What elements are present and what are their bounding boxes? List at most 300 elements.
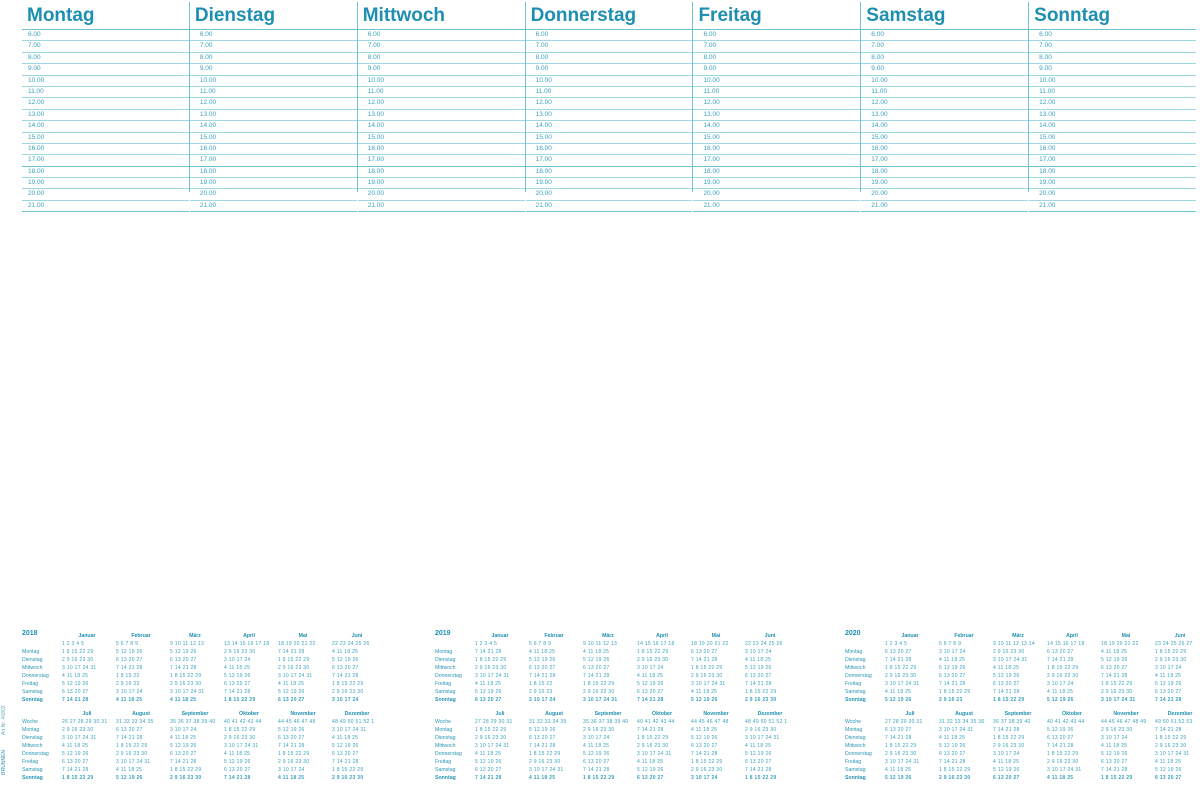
hour-slot[interactable]: 9.00 [358, 64, 525, 75]
day-numbers: 2 9 16 23 30 [745, 697, 777, 703]
day-numbers: 2 9 16 23 30 [885, 751, 917, 757]
week-numbers: 27 28 29 30 31 [885, 719, 923, 725]
day-heading: Samstag [861, 2, 1028, 30]
hour-slot[interactable]: 11.00 [861, 87, 1028, 98]
hour-slot[interactable]: 15.00 [358, 133, 525, 144]
hour-slot[interactable]: 17.00 [861, 155, 1028, 166]
hour-slot[interactable]: 8.00 [693, 53, 860, 64]
hour-slot[interactable]: 17.00 [22, 155, 189, 166]
week-numbers: 5 6 7 8 9 [939, 641, 962, 647]
day-numbers: 4 11 18 25 [1047, 775, 1074, 781]
hour-slot[interactable]: 7.00 [358, 41, 525, 52]
month-name: September [181, 711, 209, 717]
day-numbers: 7 14 21 28 [224, 689, 251, 695]
hour-slot[interactable]: 11.00 [693, 87, 860, 98]
day-numbers: 7 14 21 28 [583, 673, 610, 679]
week-numbers: 5 6 7 8 9 [116, 641, 139, 647]
weekday-labels [435, 718, 479, 782]
hour-slot[interactable]: 10.00 [526, 76, 693, 87]
day-numbers: 7 14 21 28 [993, 689, 1020, 695]
day-numbers: 7 14 21 28 [116, 665, 143, 671]
day-numbers: 4 11 18 25 [332, 735, 359, 741]
day-numbers: 2 9 16 23 30 [993, 649, 1025, 655]
day-numbers: 7 14 21 28 [939, 681, 966, 687]
hour-slot[interactable]: 8.00 [526, 53, 693, 64]
day-numbers: 6 13 20 27 [691, 743, 718, 749]
hour-slot[interactable]: 18.00 [358, 167, 525, 178]
hour-slot[interactable]: 17.00 [190, 155, 357, 166]
hour-slot[interactable]: 12.00 [693, 98, 860, 109]
hour-slot[interactable]: 13.00 [358, 110, 525, 121]
day-numbers: 6 13 20 27 [745, 673, 772, 679]
day-numbers: 4 11 18 25 [529, 649, 556, 655]
day-numbers: 2 9 16 23 30 [62, 657, 94, 663]
hour-slot[interactable]: 7.00 [526, 41, 693, 52]
week-numbers: 40 41 42 43 44 [1047, 719, 1085, 725]
day-numbers: 2 9 16 23 [939, 697, 963, 703]
hour-slot[interactable]: 6.00 [526, 30, 693, 41]
day-numbers: 7 14 21 28 [278, 649, 305, 655]
hour-slot[interactable]: 19.00 [526, 178, 693, 189]
hour-slot[interactable]: 19.00 [22, 178, 189, 189]
month-juni [332, 632, 382, 704]
day-numbers: 3 10 17 24 31 [885, 759, 920, 765]
day-numbers: 6 13 20 27 [62, 689, 89, 695]
hour-slot[interactable]: 8.00 [190, 53, 357, 64]
hour-slot[interactable]: 20.00 [1029, 189, 1196, 200]
weekday-label: Donnerstag [845, 751, 872, 757]
year-label: 2018 [22, 630, 38, 637]
week-numbers: 31 32 33 34 35 [529, 719, 567, 725]
month-name: April [656, 633, 668, 639]
hour-slot[interactable]: 18.00 [861, 167, 1028, 178]
hour-slot[interactable]: 18.00 [693, 167, 860, 178]
day-numbers: 2 9 16 23 30 [475, 665, 507, 671]
day-numbers: 7 14 21 28 [1155, 697, 1182, 703]
weekday-label: Samstag [435, 689, 456, 695]
weekday-label: Samstag [845, 767, 866, 773]
day-numbers: 1 8 15 22 29 [475, 657, 507, 663]
weekday-label: Samstag [435, 767, 456, 773]
hour-slot[interactable]: 9.00 [861, 64, 1028, 75]
hour-slot[interactable]: 6.00 [861, 30, 1028, 41]
day-numbers: 6 13 20 27 [475, 697, 502, 703]
hour-slot[interactable]: 12.00 [861, 98, 1028, 109]
hour-slot[interactable]: 16.00 [693, 144, 860, 155]
day-numbers: 5 12 19 26 [745, 665, 772, 671]
hour-slot[interactable]: 10.00 [861, 76, 1028, 87]
week-numbers: 40 41 42 43 44 [224, 719, 262, 725]
hour-slot[interactable]: 15.00 [22, 133, 189, 144]
hour-slot[interactable]: 12.00 [190, 98, 357, 109]
day-numbers: 5 12 19 26 [583, 657, 610, 663]
day-numbers: 6 13 20 27 [1047, 649, 1074, 655]
day-numbers: 2 9 16 23 30 [745, 727, 777, 733]
weekday-labels [22, 718, 66, 782]
day-numbers: 1 8 15 22 29 [332, 767, 364, 773]
day-numbers: 3 10 17 24 31 [1047, 767, 1082, 773]
day-numbers: 2 9 16 23 30 [278, 665, 310, 671]
day-numbers: 6 13 20 27 [224, 681, 251, 687]
hour-slot[interactable]: 21.00 [1029, 201, 1196, 212]
month-juli [885, 710, 935, 782]
day-numbers: 7 14 21 28 [1047, 657, 1074, 663]
day-numbers: 4 11 18 25 [116, 697, 143, 703]
weekday-label: Samstag [22, 767, 43, 773]
day-numbers: 4 11 18 25 [224, 751, 251, 757]
hour-slot[interactable]: 17.00 [1029, 155, 1196, 166]
day-numbers: 5 12 19 26 [1155, 767, 1182, 773]
weekday-label: Mittwoch [22, 743, 43, 749]
weekday-label: Samstag [22, 689, 43, 695]
week-numbers: 44 45 46 47 48 [691, 719, 729, 725]
day-numbers: 1 8 15 22 29 [745, 689, 777, 695]
month-name: Mai [298, 633, 308, 639]
month-august [116, 710, 166, 782]
day-column-sonntag [1028, 2, 1196, 209]
day-numbers: 7 14 21 28 [691, 657, 718, 663]
day-numbers: 1 8 15 22 29 [1047, 665, 1079, 671]
day-heading: Donnerstag [526, 2, 693, 30]
day-numbers: 6 13 20 27 [1047, 735, 1074, 741]
hour-slot[interactable]: 7.00 [22, 41, 189, 52]
hour-slot[interactable]: 20.00 [22, 189, 189, 200]
month-name: Juli [495, 711, 505, 717]
hour-slot[interactable]: 16.00 [22, 144, 189, 155]
month-name: September [594, 711, 622, 717]
hour-slot[interactable]: 14.00 [526, 121, 693, 132]
day-numbers: 5 12 19 26 [1101, 751, 1128, 757]
month-oktober [637, 710, 687, 782]
day-numbers: 5 12 19 26 [116, 775, 143, 781]
day-numbers: 3 10 17 24 31 [224, 743, 259, 749]
hour-slot[interactable]: 7.00 [190, 41, 357, 52]
weekday-label: Sonntag [22, 775, 43, 781]
hour-slot[interactable]: 10.00 [1029, 76, 1196, 87]
hour-slot[interactable]: 15.00 [190, 133, 357, 144]
hour-slot[interactable]: 20.00 [190, 189, 357, 200]
hour-slot[interactable]: 6.00 [358, 30, 525, 41]
weekday-label: Samstag [845, 689, 866, 695]
week-numbers: 31 32 33 34 35 36 [939, 719, 985, 725]
hour-slot[interactable]: 9.00 [190, 64, 357, 75]
hour-slot[interactable]: 10.00 [22, 76, 189, 87]
month-november [278, 710, 328, 782]
hour-slot[interactable]: 15.00 [693, 133, 860, 144]
hour-slot[interactable]: 7.00 [1029, 41, 1196, 52]
hour-slot[interactable]: 18.00 [190, 167, 357, 178]
hour-slot[interactable]: 14.00 [190, 121, 357, 132]
week-numbers: 23 24 25 26 27 [1155, 641, 1193, 647]
month-name: August [545, 711, 563, 717]
day-numbers: 2 9 16 23 30 [1101, 689, 1133, 695]
weekday-label: Sonntag [435, 697, 456, 703]
weekday-label: Montag [845, 727, 863, 733]
day-numbers: 3 10 17 24 [939, 649, 966, 655]
month-name: August [132, 711, 150, 717]
weekday-label: Montag [435, 649, 453, 655]
month-september [993, 710, 1043, 782]
week-numbers: 14 15 16 17 18 [1047, 641, 1085, 647]
hour-slot[interactable]: 17.00 [526, 155, 693, 166]
day-numbers: 5 12 19 26 [993, 673, 1020, 679]
day-numbers: 2 9 16 23 30 [332, 775, 364, 781]
hour-slot[interactable]: 10.00 [358, 76, 525, 87]
hour-slot[interactable]: 13.00 [526, 110, 693, 121]
hour-slot[interactable]: 8.00 [1029, 53, 1196, 64]
hour-slot[interactable]: 6.00 [22, 30, 189, 41]
day-numbers: 5 12 19 26 [885, 697, 912, 703]
month-name: Oktober [1062, 711, 1082, 717]
hour-slot[interactable]: 19.00 [358, 178, 525, 189]
day-numbers: 3 10 17 24 31 [529, 767, 564, 773]
hour-slot[interactable]: 11.00 [526, 87, 693, 98]
hour-slot[interactable]: 13.00 [1029, 110, 1196, 121]
weekday-label: Mittwoch [435, 743, 456, 749]
hour-slot[interactable]: 14.00 [22, 121, 189, 132]
day-numbers: 7 14 21 28 [224, 775, 251, 781]
day-numbers: 5 12 19 26 [475, 689, 502, 695]
day-numbers: 7 14 21 28 [637, 727, 664, 733]
day-numbers: 1 8 15 22 29 [1047, 751, 1079, 757]
day-numbers: 3 10 17 24 [116, 689, 143, 695]
day-numbers: 7 14 21 28 [993, 727, 1020, 733]
weekday-label: Freitag [22, 681, 39, 687]
hour-slot[interactable]: 6.00 [1029, 30, 1196, 41]
day-numbers: 4 11 18 25 [993, 759, 1020, 765]
day-numbers: 6 13 20 27 [116, 657, 143, 663]
hour-slot[interactable]: 16.00 [526, 144, 693, 155]
day-numbers: 3 10 17 24 31 [885, 681, 920, 687]
day-numbers: 1 8 15 22 29 [116, 743, 148, 749]
day-numbers: 3 10 17 24 [224, 657, 251, 663]
day-numbers: 1 8 15 22 [116, 673, 140, 679]
day-numbers: 3 10 17 24 [170, 727, 197, 733]
hour-slot[interactable]: 20.00 [526, 189, 693, 200]
hour-slot[interactable]: 19.00 [1029, 178, 1196, 189]
day-column-mittwoch [357, 2, 525, 209]
hour-slot[interactable]: 16.00 [1029, 144, 1196, 155]
hour-slot[interactable]: 13.00 [22, 110, 189, 121]
day-numbers: 7 14 21 28 [745, 767, 772, 773]
day-numbers: 3 10 17 24 31 [637, 751, 672, 757]
hour-slot[interactable]: 13.00 [190, 110, 357, 121]
hour-slot[interactable]: 11.00 [190, 87, 357, 98]
weekday-label: Mittwoch [845, 743, 866, 749]
day-numbers: 6 13 20 27 [637, 689, 664, 695]
hour-slot[interactable]: 20.00 [358, 189, 525, 200]
day-numbers: 4 11 18 25 [885, 689, 912, 695]
hour-slot[interactable]: 21.00 [526, 201, 693, 212]
day-numbers: 3 10 17 24 [1101, 735, 1128, 741]
hour-slot[interactable]: 9.00 [22, 64, 189, 75]
hour-slot[interactable]: 11.00 [1029, 87, 1196, 98]
hour-slot[interactable]: 15.00 [1029, 133, 1196, 144]
month-juli [62, 710, 112, 782]
hour-slot[interactable]: 17.00 [358, 155, 525, 166]
month-name: März [189, 633, 201, 639]
hour-slot[interactable]: 21.00 [358, 201, 525, 212]
hour-slot[interactable]: 11.00 [358, 87, 525, 98]
weekday-label: Montag [22, 727, 40, 733]
hour-slot[interactable]: 13.00 [693, 110, 860, 121]
month-name: Oktober [652, 711, 672, 717]
hour-slot[interactable]: 21.00 [861, 201, 1028, 212]
day-numbers: 7 14 21 28 [62, 767, 89, 773]
hour-slot[interactable]: 21.00 [190, 201, 357, 212]
day-numbers: 3 10 17 24 [1047, 681, 1074, 687]
hour-slot[interactable]: 11.00 [22, 87, 189, 98]
day-numbers: 1 8 15 22 29 [278, 657, 310, 663]
weekday-label: Mittwoch [845, 665, 866, 671]
hour-slot[interactable]: 8.00 [861, 53, 1028, 64]
day-numbers: 6 13 20 27 [583, 665, 610, 671]
day-numbers: 1 8 15 22 29 [224, 697, 256, 703]
hour-slot[interactable]: 19.00 [190, 178, 357, 189]
day-numbers: 2 9 16 23 30 [993, 743, 1025, 749]
day-numbers: 3 10 17 24 31 [116, 759, 151, 765]
hour-slot[interactable]: 12.00 [22, 98, 189, 109]
month-juni [745, 632, 795, 704]
week-numbers: 5 6 7 8 9 [529, 641, 552, 647]
day-numbers: 4 11 18 25 [1101, 649, 1128, 655]
day-numbers: 6 13 20 27 [332, 751, 359, 757]
month-januar [475, 632, 525, 704]
day-column-samstag [860, 2, 1028, 209]
hour-slot[interactable]: 20.00 [861, 189, 1028, 200]
hour-slot[interactable]: 7.00 [861, 41, 1028, 52]
day-numbers: 1 8 15 22 29 [993, 697, 1025, 703]
day-numbers: 2 9 16 23 30 [475, 735, 507, 741]
weekday-label: Woche [435, 719, 452, 725]
week-numbers: 18 19 20 21 22 [691, 641, 729, 647]
day-numbers: 7 14 21 28 [745, 681, 772, 687]
day-numbers: 1 8 15 22 29 [62, 775, 94, 781]
hour-slot[interactable]: 6.00 [693, 30, 860, 41]
month-name: Mai [1121, 633, 1131, 639]
hour-slot[interactable]: 18.00 [22, 167, 189, 178]
weekday-label: Dienstag [22, 735, 43, 741]
day-numbers: 7 14 21 28 [170, 759, 197, 765]
day-numbers: 5 12 19 26 [1047, 727, 1074, 733]
weekday-label: Freitag [435, 759, 452, 765]
day-numbers: 6 13 20 27 [332, 665, 359, 671]
hour-slot[interactable]: 8.00 [22, 53, 189, 64]
day-numbers: 4 11 18 25 [583, 649, 610, 655]
hour-slot[interactable]: 21.00 [693, 201, 860, 212]
day-numbers: 1 8 15 22 29 [583, 681, 615, 687]
hour-slot[interactable]: 15.00 [861, 133, 1028, 144]
hour-slot[interactable]: 12.00 [358, 98, 525, 109]
month-dezember [332, 710, 382, 782]
day-numbers: 2 9 16 23 30 [116, 751, 148, 757]
hour-slot[interactable]: 18.00 [1029, 167, 1196, 178]
month-juli [475, 710, 525, 782]
hour-slot[interactable]: 14.00 [861, 121, 1028, 132]
month-name: Februar [954, 633, 974, 639]
hour-slot[interactable]: 8.00 [358, 53, 525, 64]
day-numbers: 7 14 21 28 [1155, 727, 1182, 733]
hour-slot[interactable]: 9.00 [693, 64, 860, 75]
month-name: Dezember [344, 711, 370, 717]
hour-slot[interactable]: 16.00 [190, 144, 357, 155]
month-märz [583, 632, 633, 704]
day-numbers: 7 14 21 28 [885, 657, 912, 663]
hour-slot[interactable]: 14.00 [358, 121, 525, 132]
hour-slot[interactable]: 16.00 [358, 144, 525, 155]
day-numbers: 6 13 20 27 [1101, 759, 1128, 765]
day-numbers: 5 12 19 26 [224, 673, 251, 679]
day-heading: Montag [22, 2, 189, 30]
day-numbers: 4 11 18 25 [332, 649, 359, 655]
day-numbers: 7 14 21 28 [583, 767, 610, 773]
day-numbers: 5 12 19 26 [637, 767, 664, 773]
weekday-label: Freitag [22, 759, 39, 765]
hour-slot[interactable]: 21.00 [22, 201, 189, 212]
day-numbers: 6 13 20 27 [745, 759, 772, 765]
day-numbers: 4 11 18 25 [170, 735, 197, 741]
month-name: März [1012, 633, 1024, 639]
day-numbers: 1 8 15 22 29 [637, 649, 669, 655]
weekday-label: Montag [435, 727, 453, 733]
day-numbers: 7 14 21 28 [1101, 767, 1128, 773]
hour-slot[interactable]: 17.00 [693, 155, 860, 166]
day-heading: Mittwoch [358, 2, 525, 30]
day-numbers: 4 11 18 25 [1155, 673, 1182, 679]
hour-slot[interactable]: 20.00 [693, 189, 860, 200]
day-numbers: 6 13 20 27 [993, 775, 1020, 781]
hour-slot[interactable]: 7.00 [693, 41, 860, 52]
hour-slot[interactable]: 13.00 [861, 110, 1028, 121]
hour-slot[interactable]: 18.00 [526, 167, 693, 178]
day-numbers: 1 8 15 22 29 [224, 727, 256, 733]
weekday-label: Freitag [845, 759, 862, 765]
day-numbers: 4 11 18 25 [637, 759, 664, 765]
hour-slot[interactable]: 16.00 [861, 144, 1028, 155]
hour-slot[interactable]: 10.00 [693, 76, 860, 87]
hour-slot[interactable]: 9.00 [1029, 64, 1196, 75]
hour-slot[interactable]: 15.00 [526, 133, 693, 144]
hour-slot[interactable]: 6.00 [190, 30, 357, 41]
week-numbers: 26 27 28 29 30 31 [62, 719, 108, 725]
day-numbers: 6 13 20 27 [116, 727, 143, 733]
day-numbers: 2 9 16 23 30 [170, 681, 202, 687]
hour-slot[interactable]: 12.00 [1029, 98, 1196, 109]
month-mai [691, 632, 741, 704]
month-name: Juli [905, 711, 915, 717]
hour-slot[interactable]: 14.00 [693, 121, 860, 132]
hour-slot[interactable]: 10.00 [190, 76, 357, 87]
day-numbers: 1 8 15 22 29 [691, 665, 723, 671]
day-numbers: 1 8 15 22 29 [745, 775, 777, 781]
day-numbers: 6 13 20 27 [939, 673, 966, 679]
month-name: August [955, 711, 973, 717]
day-numbers: 6 13 20 27 [1155, 689, 1182, 695]
day-numbers: 6 13 20 27 [224, 767, 251, 773]
weekday-labels [845, 718, 889, 782]
hour-slot[interactable]: 12.00 [526, 98, 693, 109]
hour-slot[interactable]: 9.00 [526, 64, 693, 75]
day-numbers: 4 11 18 25 [939, 657, 966, 663]
day-numbers: 5 12 19 26 [62, 751, 89, 757]
day-numbers: 3 10 17 24 [583, 735, 610, 741]
hour-slot[interactable]: 19.00 [693, 178, 860, 189]
day-numbers: 1 8 15 22 29 [691, 759, 723, 765]
hour-slot[interactable]: 14.00 [1029, 121, 1196, 132]
day-numbers: 5 12 19 26 [116, 649, 143, 655]
day-numbers: 5 12 19 26 [62, 681, 89, 687]
hour-slot[interactable]: 19.00 [861, 178, 1028, 189]
